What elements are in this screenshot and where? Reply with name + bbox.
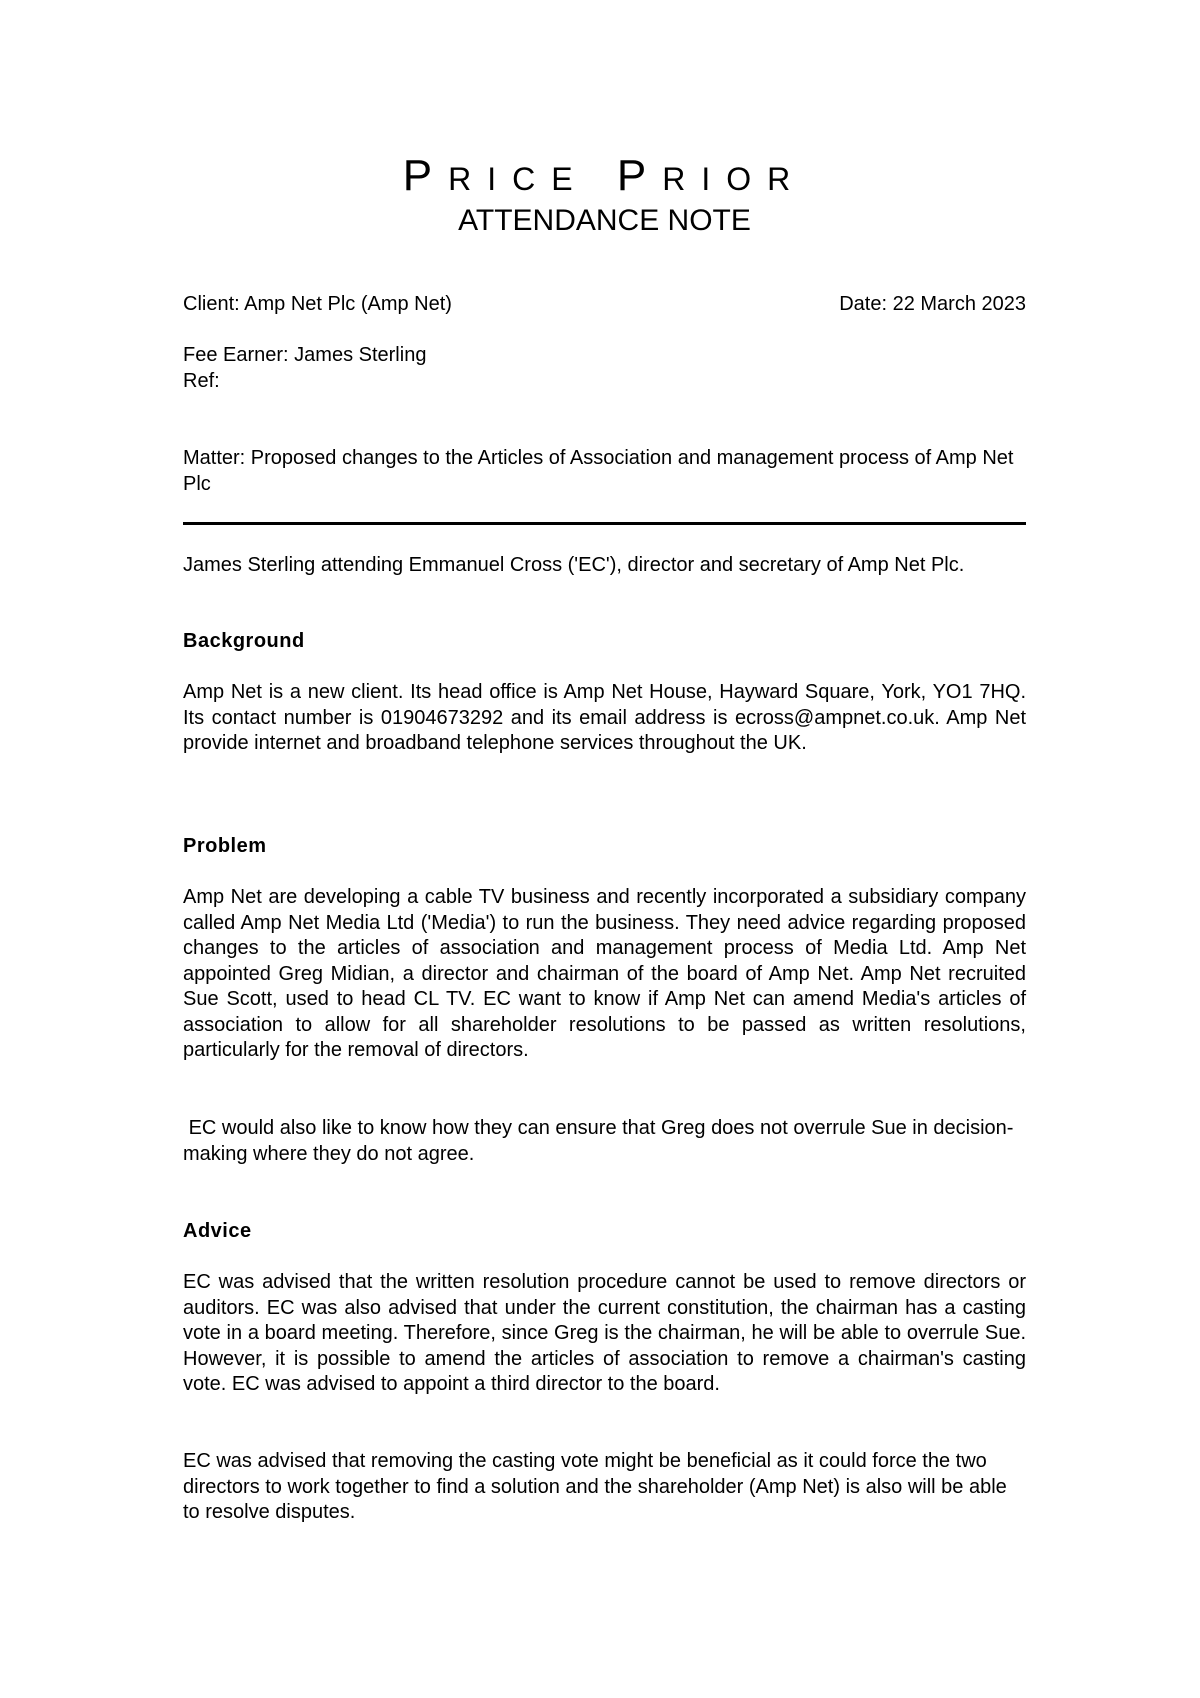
advice-text-1: EC was advised that the written resolution procedure cannot be used to remove directors or auditors. EC was also advised that under the current constitution, the chairman has a casting vote in a board meeting. Therefore, since Greg is the chairman, he will be able to overrule Sue. However, it is possible to amend the articles of association to remove a chairman's casting vote. EC was advised to appoint a third director to the board. bbox=[183, 1271, 1026, 1395]
firm-name bbox=[183, 150, 1026, 205]
advice-paragraph-2 bbox=[183, 1449, 1026, 1526]
advice-heading: Advice bbox=[183, 1220, 252, 1242]
header-divider bbox=[183, 522, 1026, 525]
fee-earner-field: Fee Earner: James Sterling bbox=[183, 344, 427, 366]
client-date-row bbox=[183, 292, 1026, 318]
firm-name-initial-2: P bbox=[616, 151, 663, 200]
matter-text: Matter: Proposed changes to the Articles of Association and management process of Amp Net Plc bbox=[183, 447, 1014, 495]
advice-paragraph-1 bbox=[183, 1270, 1026, 1398]
firm-name-initial-1: P bbox=[402, 151, 449, 200]
problem-heading: Problem bbox=[183, 835, 267, 857]
background-heading: Background bbox=[183, 630, 305, 652]
background-text: Amp Net is a new client. Its head office is Amp Net House, Hayward Square, York, YO1 7HQ. Its contact number is 01904673292 and its email address is ecross@ampnet.co.uk. Amp Net provide internet and broadband telephone services throughout the UK. bbox=[183, 681, 1026, 754]
problem-text-2: EC would also like to know how they can ensure that Greg does not overrule Sue in decision-making where they do not agree. bbox=[183, 1117, 1014, 1165]
date-field: Date: 22 March 2023 bbox=[839, 293, 1026, 315]
attendance-text: James Sterling attending Emmanuel Cross ('EC'), director and secretary of Amp Net Plc. bbox=[183, 554, 965, 576]
background-paragraph bbox=[183, 680, 1026, 757]
document-type-title: ATTENDANCE NOTE bbox=[458, 204, 751, 237]
firm-name-rest-2: RIOR bbox=[662, 161, 807, 197]
client-field: Client: Amp Net Plc (Amp Net) bbox=[183, 293, 452, 315]
problem-paragraph-2 bbox=[183, 1116, 1026, 1167]
fee-earner-block bbox=[183, 343, 1026, 394]
matter-field bbox=[183, 446, 1026, 497]
advice-text-2: EC was advised that removing the casting vote might be beneficial as it could force the two directors to work together to find a solution and the shareholder (Amp Net) is also will be able to resolve disputes. bbox=[183, 1450, 1007, 1523]
firm-name-rest-1: RICE bbox=[448, 161, 589, 197]
attendance-paragraph bbox=[183, 553, 1026, 579]
problem-text-1: Amp Net are developing a cable TV business and recently incorporated a subsidiary company called Amp Net Media Ltd ('Media') to run the business. They need advice regarding proposed changes to the articles of association and management process of Media Ltd. Amp Net appointed Greg Midian, a director and chairman of the board of Amp Net. Amp Net recruited Sue Scott, used to head CL TV. EC want to know if Amp Net can amend Media's articles of association to allow for all shareholder resolutions to be passed as written resolutions, particularly for the removal of directors. bbox=[183, 886, 1026, 1061]
problem-paragraph-1 bbox=[183, 885, 1026, 1064]
ref-field: Ref: bbox=[183, 369, 220, 392]
